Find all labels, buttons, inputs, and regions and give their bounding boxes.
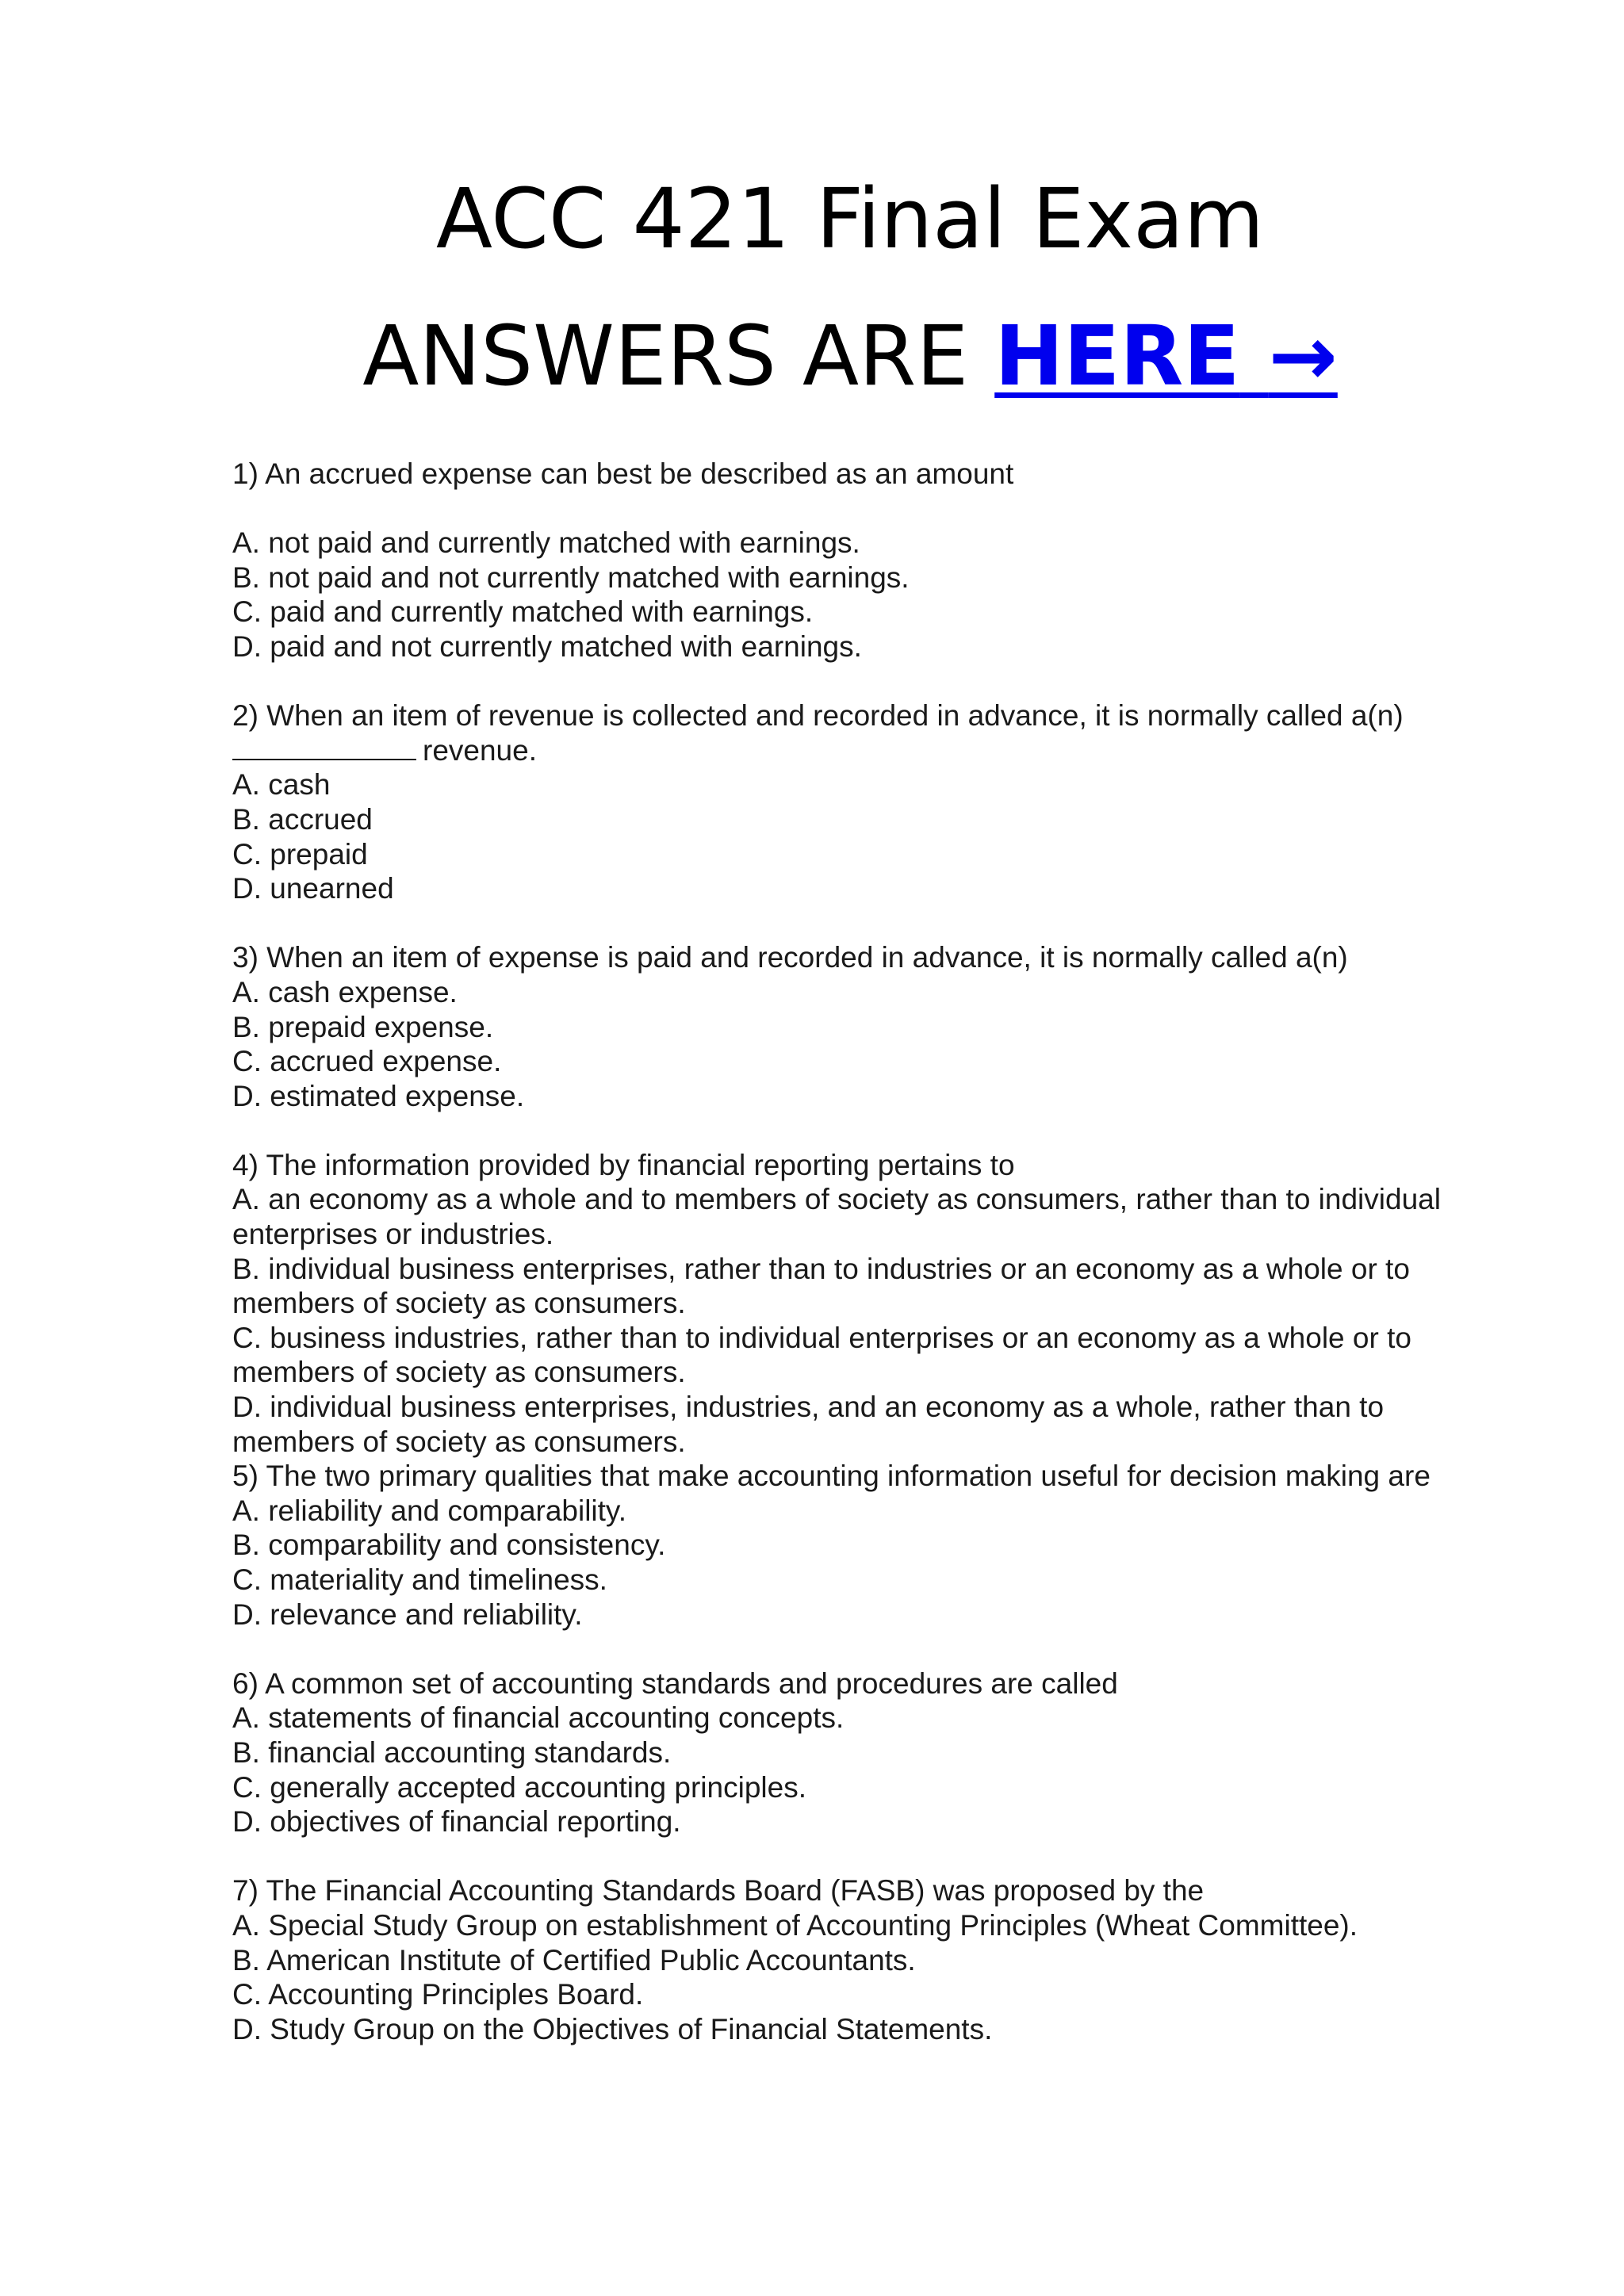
question-text: 7) The Financial Accounting Standards Board (FASB) was proposed by the bbox=[232, 1874, 1205, 1908]
question-text: 2) When an item of revenue is collected and recorded in advance, it is normally called a(n) bbox=[232, 699, 1404, 733]
answers-heading bbox=[0, 308, 1624, 404]
option-b: B. prepaid expense. bbox=[232, 1010, 494, 1043]
option-c: C. prepaid bbox=[232, 837, 368, 871]
option-b: B. American Institute of Certified Public Accountants. bbox=[232, 1943, 916, 1976]
option-a: A. cash expense. bbox=[232, 975, 458, 1008]
option-b: B. not paid and not currently matched with earnings. bbox=[232, 561, 910, 594]
question-text: 1) An accrued expense can best be described as an amount bbox=[232, 457, 1014, 490]
option-a: A. statements of financial accounting concepts. bbox=[232, 1701, 845, 1735]
question-3 bbox=[232, 940, 1485, 1113]
option-d: D. unearned bbox=[232, 872, 394, 905]
option-b: B. individual business enterprises, rather than to industries or an economy as a whole or to members of society as consumers. bbox=[232, 1252, 1410, 1320]
option-a: A. an economy as a whole and to members of society as consumers, rather than to individual enterprises or industries. bbox=[232, 1183, 1441, 1251]
option-c: C. generally accepted accounting principles. bbox=[232, 1770, 806, 1804]
answer-blank bbox=[232, 735, 416, 760]
option-c: C. paid and currently matched with earnings. bbox=[232, 595, 814, 629]
option-c: C. business industries, rather than to individual enterprises or an economy as a whole or to members of society as consumers. bbox=[232, 1321, 1411, 1389]
question-text: 6) A common set of accounting standards and procedures are called bbox=[232, 1667, 1118, 1700]
option-b: B. comparability and consistency. bbox=[232, 1529, 666, 1562]
option-a: A. Special Study Group on establishment of Accounting Principles (Wheat Committee). bbox=[232, 1908, 1358, 1942]
question-4 bbox=[232, 1148, 1485, 1459]
question-list bbox=[232, 457, 1485, 2046]
option-c: C. materiality and timeliness. bbox=[232, 1563, 607, 1596]
question-text: 5) The two primary qualities that make accounting information useful for decision making are bbox=[232, 1460, 1431, 1493]
question-2 bbox=[232, 698, 1485, 906]
question-1 bbox=[232, 457, 1485, 664]
answers-prefix: ANSWERS ARE bbox=[362, 308, 995, 404]
here-link[interactable] bbox=[994, 308, 1338, 404]
question-7 bbox=[232, 1873, 1485, 2046]
option-a: A. reliability and comparability. bbox=[232, 1494, 626, 1527]
option-a: A. cash bbox=[232, 768, 331, 802]
here-label[interactable]: HERE bbox=[994, 308, 1240, 404]
option-d: D. estimated expense. bbox=[232, 1079, 525, 1112]
arrow-right-icon[interactable]: → bbox=[1268, 308, 1338, 404]
page-title: ACC 421 Final Exam bbox=[435, 170, 1265, 267]
question-text-continued bbox=[232, 733, 1485, 768]
option-d: D. Study Group on the Objectives of Financial Statements. bbox=[232, 2012, 993, 2045]
option-c: C. Accounting Principles Board. bbox=[232, 1978, 644, 2011]
question-6 bbox=[232, 1667, 1485, 1839]
option-b: B. financial accounting standards. bbox=[232, 1735, 672, 1769]
question-5 bbox=[232, 1459, 1485, 1632]
option-d: D. relevance and reliability. bbox=[232, 1598, 583, 1631]
option-d: D. paid and not currently matched with earnings. bbox=[232, 629, 862, 663]
option-b: B. accrued bbox=[232, 802, 373, 836]
question-text: 3) When an item of expense is paid and recorded in advance, it is normally called a(n) bbox=[232, 941, 1348, 974]
question-text-tail: revenue. bbox=[423, 733, 537, 767]
option-a: A. not paid and currently matched with earnings. bbox=[232, 526, 860, 560]
option-d: D. individual business enterprises, industries, and an economy as a whole, rather than to members of society as consumers. bbox=[232, 1391, 1385, 1458]
question-text: 4) The information provided by financial reporting pertains to bbox=[232, 1148, 1015, 1181]
option-d: D. objectives of financial reporting. bbox=[232, 1805, 681, 1839]
option-c: C. accrued expense. bbox=[232, 1045, 502, 1078]
